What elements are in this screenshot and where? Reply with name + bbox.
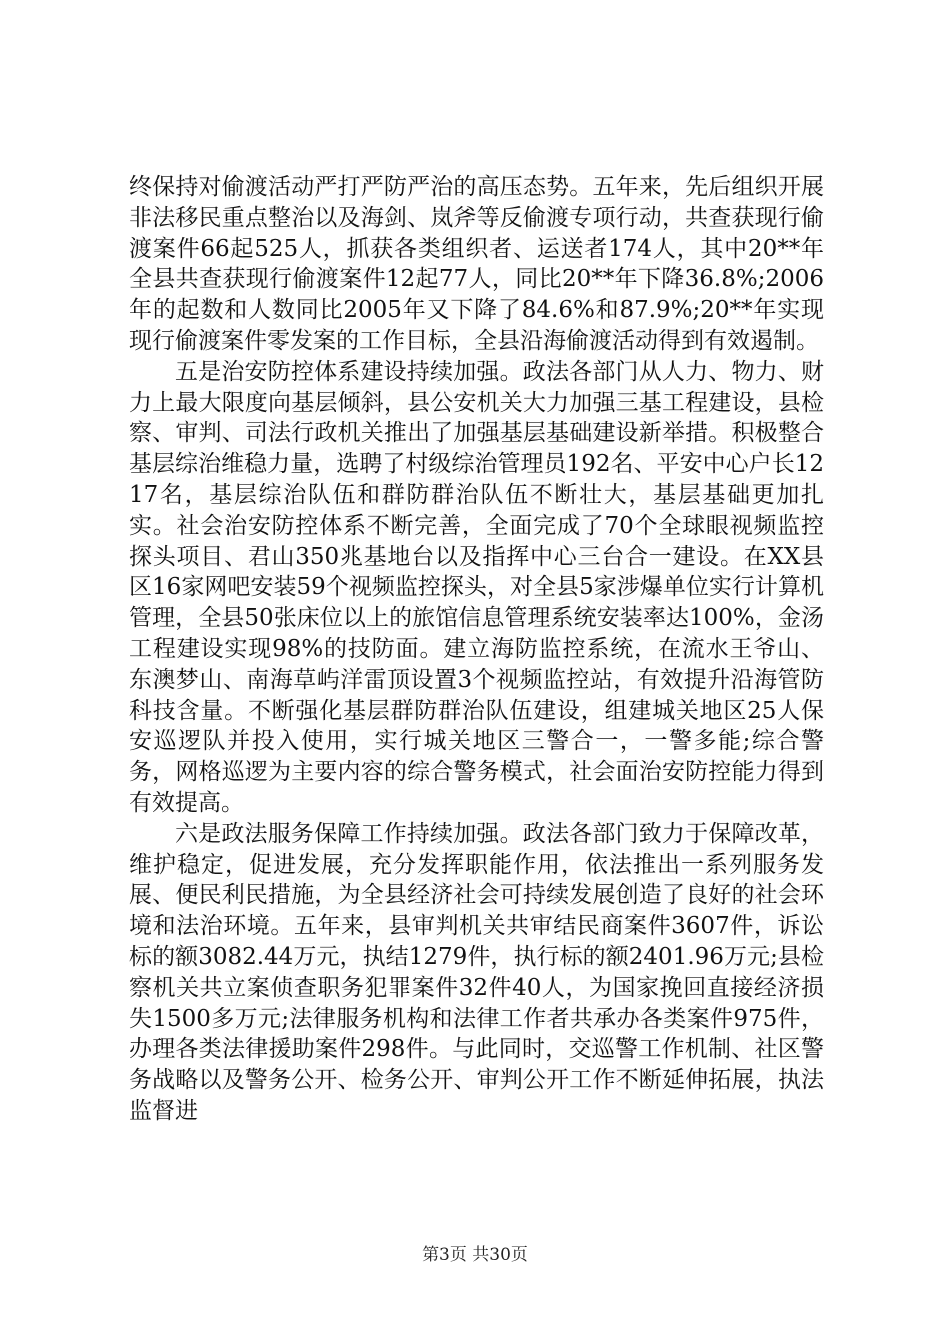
paragraph-public-security: 五是治安防控体系建设持续加强。政法各部门从人力、物力、财力上最大限度向基层倾斜，县公安机关大力加强三基工程建设，县检察、审判、司法行政机关推出了加强基层基础建设新举措。积极整合基层综治维稳力量，选聘了村级综治管理员192名、平安中心户长1217名，基层综治队伍和群防群治队伍不断壮大，基层基础更加扎实。社会治安防控体系不断完善，全面完成了70个全球眼视频监控探头项目、君山350兆基地台以及指挥中心三台合一建设。在XX县区16家网吧安装59个视频监控探头，对全县5家涉爆单位实行计算机管理，全县50张床位以上的旅馆信息管理系统安装率达100%，金汤工程建设实现98%的技防面。建立海防监控系统，在流水王爷山、东澳梦山、南海草屿洋雷顶设置3个视频监控站，有效提升沿海管防科技含量。不断强化基层群防群治队伍建设，组建城关地区25人保安巡逻队并投入使用，实行城关地区三警合一，一警多能;综合警务，网格巡逻为主要内容的综合警务模式，社会面治安防控能力得到有效提高。 xyxy=(129,358,824,816)
page-number-footer: 第3页 共30页 xyxy=(422,1245,528,1265)
document-body xyxy=(129,172,824,1127)
paragraph-legal-services: 六是政法服务保障工作持续加强。政法各部门致力于保障改革，维护稳定，促进发展，充分发挥职能作用，依法推出一系列服务发展、便民利民措施，为全县经济社会可持续发展创造了良好的社会环境和法治环境。五年来，县审判机关共审结民商案件3607件，诉讼标的额3082.44万元，执结1279件，执行标的额2401.96万元;县检察机关共立案侦查职务犯罪案件32件40人，为国家挽回直接经济损失1500多万元;法律服务机构和法律工作者共承办各类案件975件，办理各类法律援助案件298件。与此同时，交巡警工作机制、社区警务战略以及警务公开、检务公开、审判公开工作不断延伸拓展，执法监督进 xyxy=(129,820,824,1124)
paragraph-continuation: 终保持对偷渡活动严打严防严治的高压态势。五年来，先后组织开展非法移民重点整治以及海剑、岚斧等反偷渡专项行动，共查获现行偷渡案件66起525人，抓获各类组织者、运送者174人，其中20**年全县共查获现行偷渡案件12起77人，同比20**年下降36.8%;2006年的起数和人数同比2005年又下降了84.6%和87.9%;20**年实现现行偷渡案件零发案的工作目标，全县沿海偷渡活动得到有效遏制。 xyxy=(129,174,824,354)
